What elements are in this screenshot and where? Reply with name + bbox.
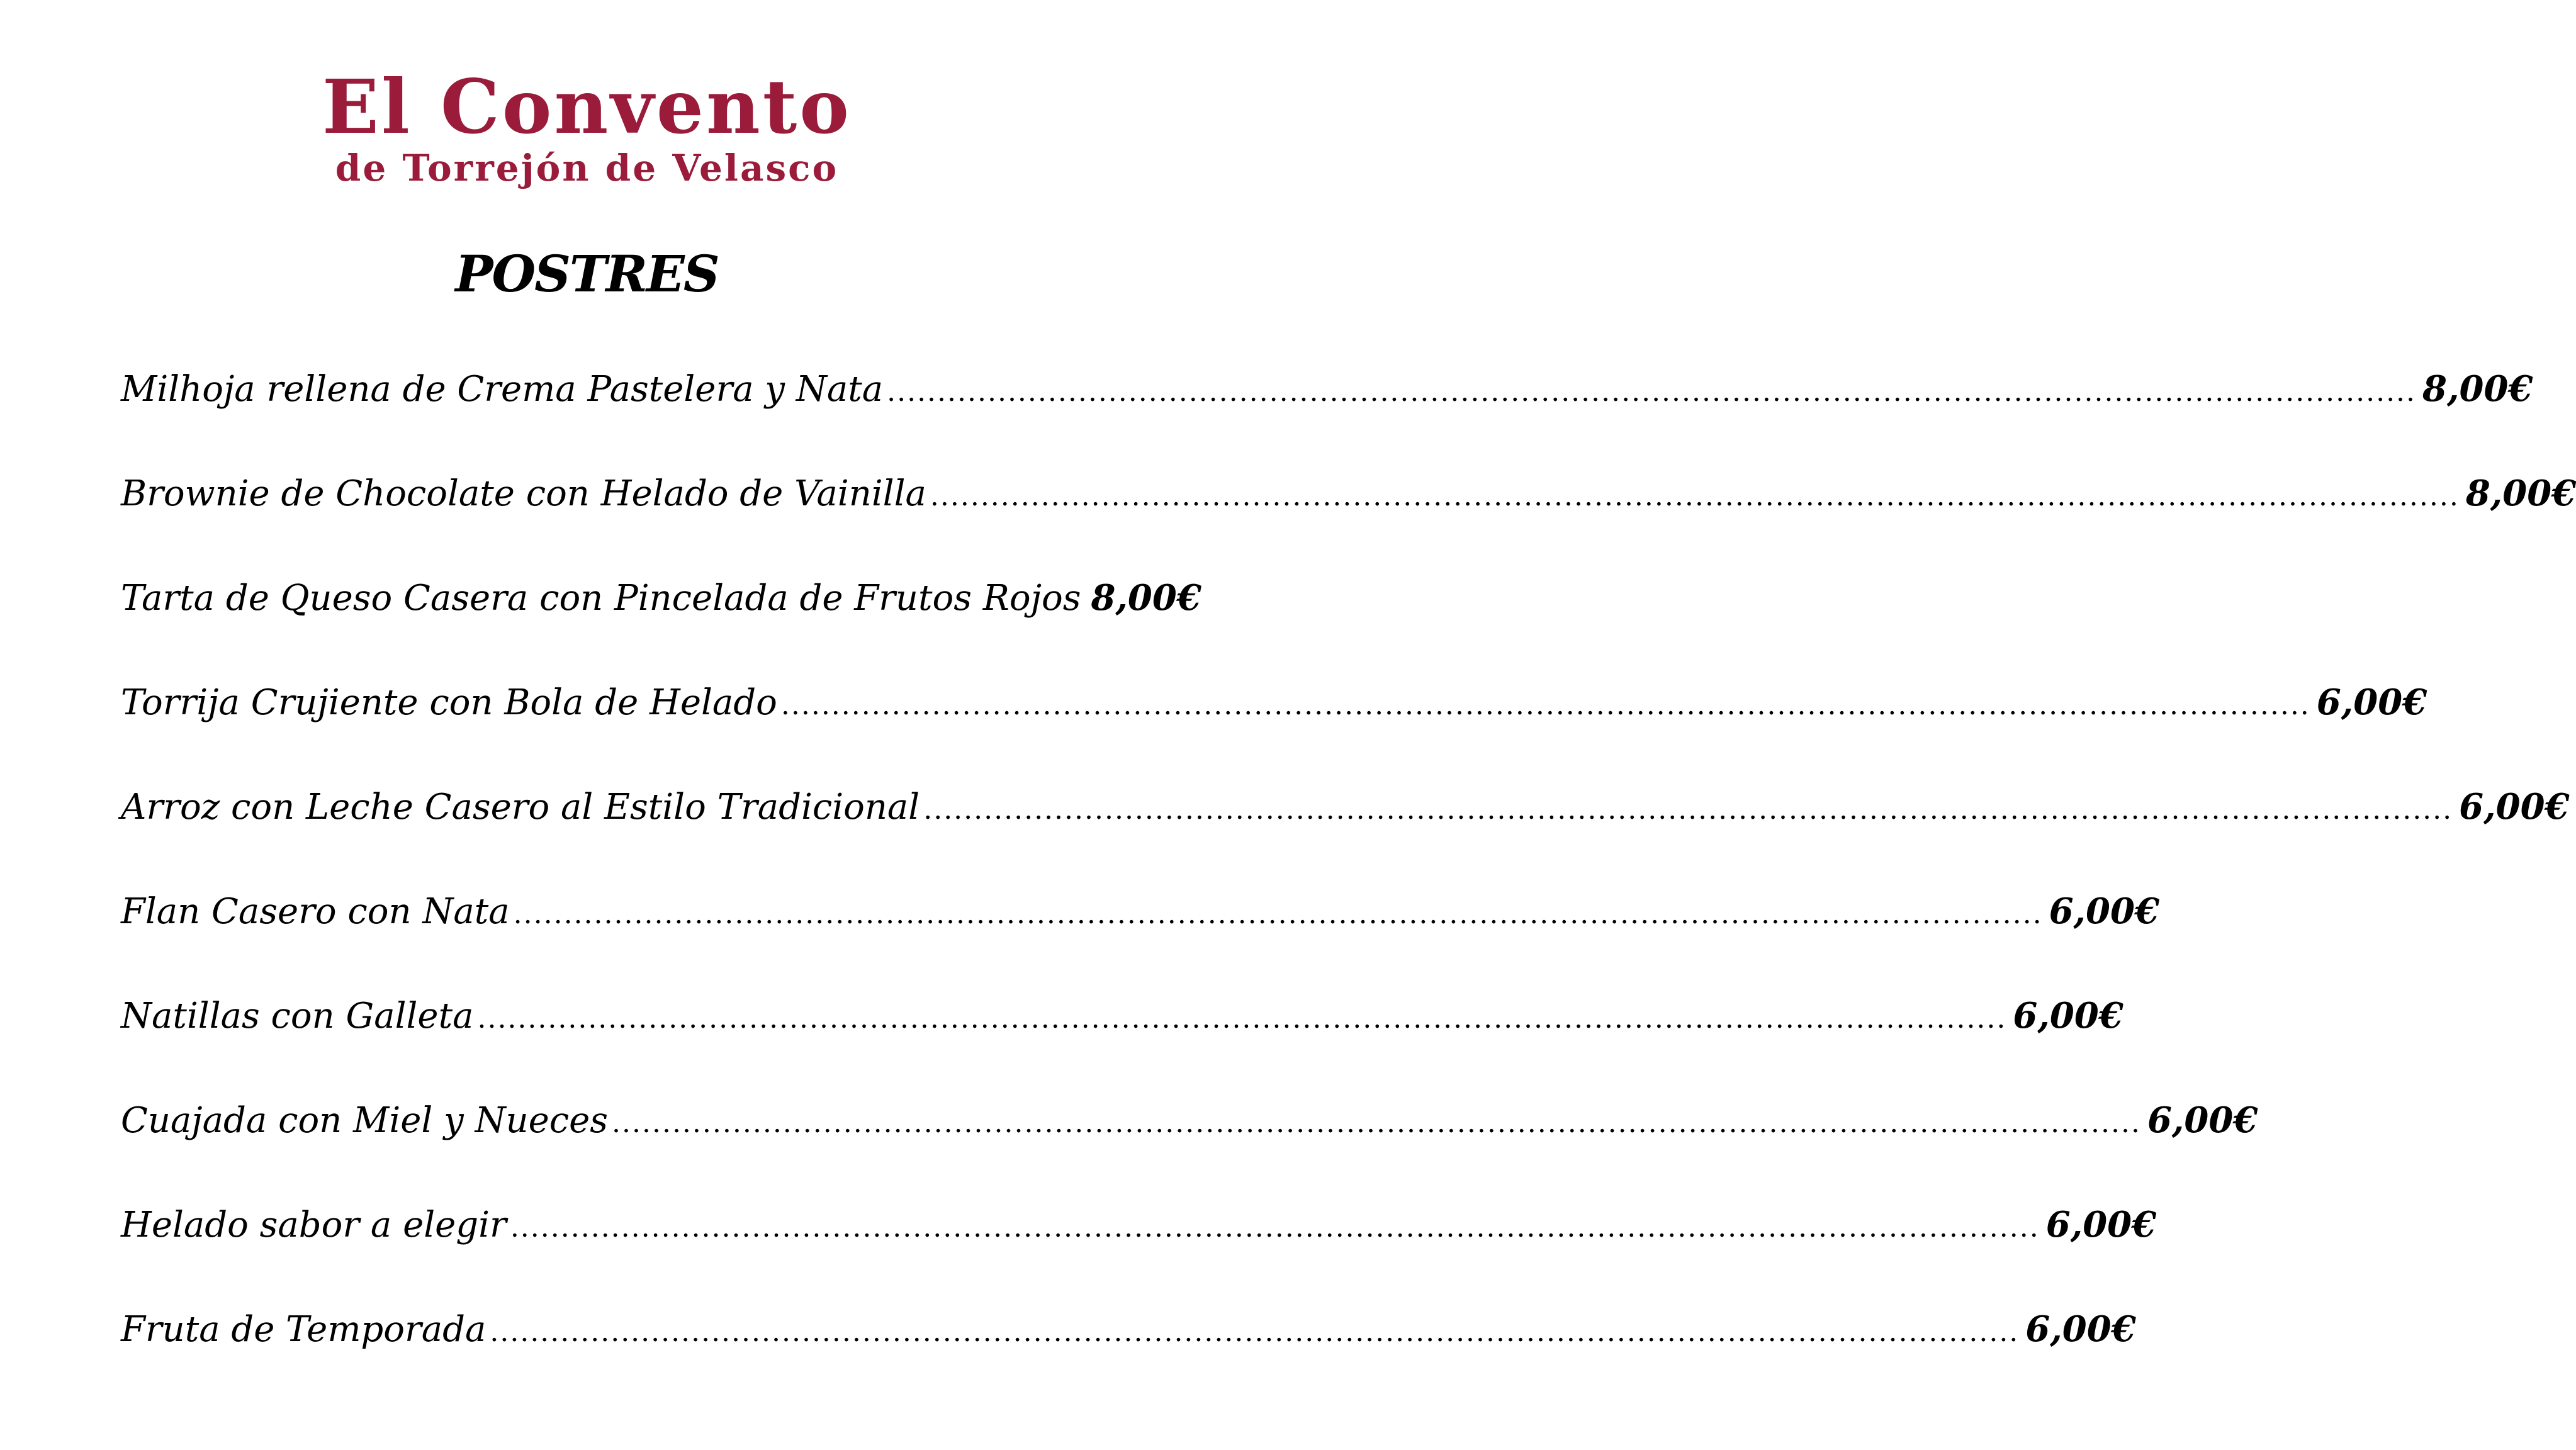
menu-item-name: Flan Casero con Nata xyxy=(121,891,510,932)
dot-leader xyxy=(510,1211,2040,1244)
dot-leader xyxy=(781,689,2310,721)
dot-leader xyxy=(490,1316,2019,1348)
menu-item-price: 6,00€ xyxy=(2013,995,2123,1037)
menu-item-price: 8,00€ xyxy=(2422,368,2533,410)
restaurant-logo-title: El Convento xyxy=(322,63,852,150)
menu-item xyxy=(121,1099,2258,1204)
menu-item-name: Torrija Crujiente con Bola de Helado xyxy=(121,682,777,723)
dot-leader xyxy=(477,1003,2006,1035)
section-title: POSTRES xyxy=(455,244,719,303)
dot-leader xyxy=(930,480,2460,512)
menu-item-price: 6,00€ xyxy=(2045,1204,2157,1245)
menu-item-price: 6,00€ xyxy=(2025,1308,2136,1350)
menu-item xyxy=(121,368,2533,473)
menu-item-price: 8,00€ xyxy=(1091,577,1201,619)
dot-leader xyxy=(923,794,2453,826)
dessert-list xyxy=(121,368,2576,1413)
menu-item-price: 8,00€ xyxy=(2465,473,2576,514)
dot-leader xyxy=(514,898,2043,930)
menu-item-price: 6,00€ xyxy=(2147,1099,2258,1141)
menu-item-name: Helado sabor a elegir xyxy=(121,1205,507,1245)
menu-item-name: Tarta de Queso Casera con Pincelada de Frutos Rojos xyxy=(121,578,1081,619)
menu-item xyxy=(121,995,2123,1099)
menu-item xyxy=(121,473,2576,577)
menu-item-price: 6,00€ xyxy=(2316,682,2427,723)
menu-item-name: Arroz con Leche Casero al Estilo Tradicional xyxy=(121,787,920,828)
menu-item xyxy=(121,786,2570,891)
dot-leader xyxy=(887,376,2416,408)
menu-item xyxy=(121,891,2159,995)
menu-item-name: Cuajada con Miel y Nueces xyxy=(121,1100,609,1141)
menu-item xyxy=(121,577,1201,682)
menu-item xyxy=(121,1204,2157,1308)
menu-item-name: Fruta de Temporada xyxy=(121,1309,487,1350)
menu-item-price: 6,00€ xyxy=(2459,786,2570,828)
menu-item-name: Natillas con Galleta xyxy=(121,996,474,1037)
dot-leader xyxy=(612,1107,2141,1139)
menu-item-price: 6,00€ xyxy=(2049,891,2159,932)
menu-item-name: Brownie de Chocolate con Helado de Vainilla xyxy=(121,473,926,514)
menu-item xyxy=(121,1308,2136,1413)
restaurant-logo-subtitle: de Torrejón de Velasco xyxy=(335,147,839,189)
menu-item xyxy=(121,682,2427,786)
menu-item-name: Milhoja rellena de Crema Pastelera y Nata xyxy=(121,369,884,410)
